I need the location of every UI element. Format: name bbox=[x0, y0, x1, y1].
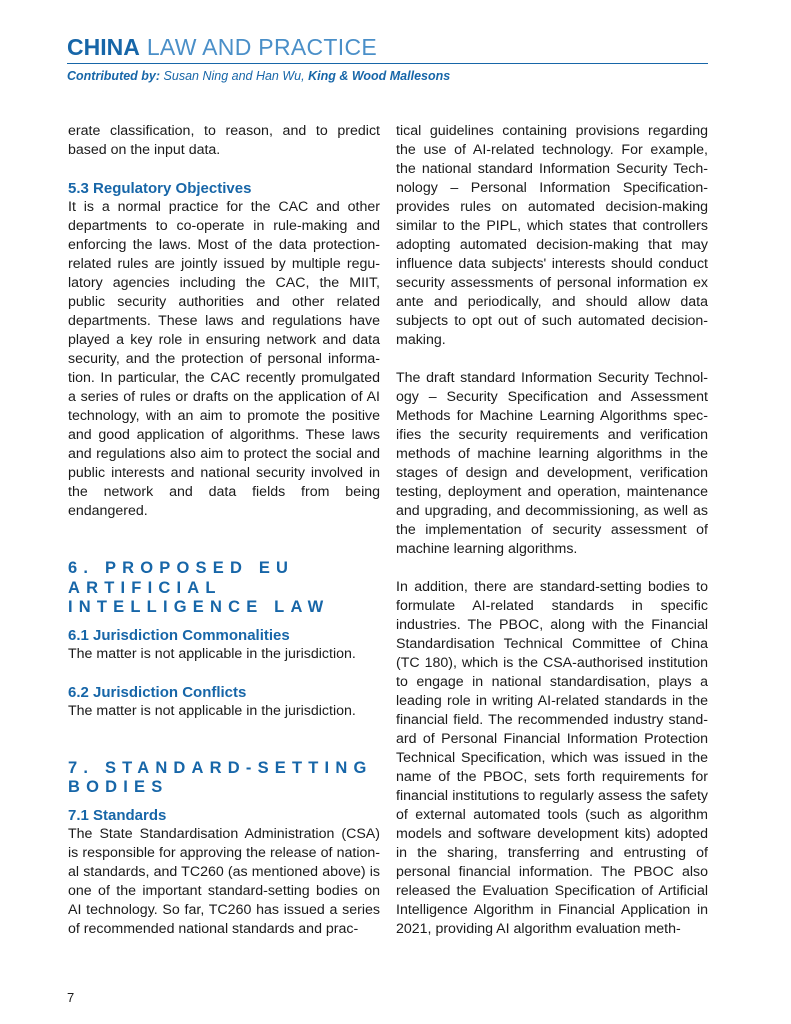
page-number: 7 bbox=[67, 990, 75, 1005]
heading-section-6: 6. PROPOSED EU ARTIFICIAL INTELLIGENCE LAW bbox=[68, 559, 330, 616]
left-column bbox=[68, 122, 380, 939]
heading-6-1: 6.1 Jurisdiction Commonalities bbox=[68, 626, 290, 644]
contributed-label: Contributed by: bbox=[67, 69, 161, 83]
running-title bbox=[67, 34, 708, 60]
heading-7-1: 7.1 Standards bbox=[68, 806, 167, 824]
heading-5-3: 5.3 Regulatory Objectives bbox=[68, 180, 252, 197]
header-divider bbox=[67, 63, 708, 64]
paragraph-5-3: It is a normal practice for the CAC and other departments to co-operate in rule-making and enforcing the laws. Most of the data protection-related rules are jointly issued by multiple regulatory agencies including the CAC, the MIIT, public security authorities and other related departments. These laws and regulations have played a key role in ensuring network and data security, and the protection of personal information. In particular, the CAC recently promulgated a series of rules or drafts on the application of AI technology, with an aim to promote the positive and good application of algorithms. These laws and regulations also aim to protect the social and public interests and national security involved in the network and data fields from being endangered. bbox=[68, 199, 380, 519]
page-header bbox=[67, 34, 708, 83]
heading-6-2: 6.2 Jurisdiction Conflicts bbox=[68, 683, 247, 701]
paragraph-7-1: The State Standardisation Administration (CSA) is responsible for approving the release of national standards, and TC260 (as mentioned above) is one of the important standard-setting bodies on AI technology. So far, TC260 has issued a series of recommended national standards and prac- bbox=[68, 825, 380, 937]
firm-name: King & Wood Mallesons bbox=[308, 69, 451, 83]
intro-paragraph: erate classification, to reason, and to predict based on the input data. bbox=[68, 123, 380, 158]
paragraph-6-2: The matter is not applicable in the jurisdiction. bbox=[68, 702, 356, 719]
title-subtitle: LAW AND PRACTICE bbox=[146, 34, 377, 60]
right-paragraph-2: The draft standard Information Security Technology – Security Specification and Assessment Methods for Machine Learning Algorithms specifies the security requirements and verification methods of machine learning algorithms in the stages of design and development, verification testing, deployment and operation, maintenance and upgrading, and decommissioning, as well as the implementation of security assessment of machine learning algorithms. bbox=[396, 370, 708, 557]
paragraph-6-1: The matter is not applicable in the jurisdiction. bbox=[68, 645, 356, 662]
heading-section-7: 7. STANDARD-SETTING BODIES bbox=[68, 758, 373, 796]
right-paragraph-1: tical guidelines containing provisions regarding the use of AI-related technology. For example, the national standard Information Security Technology – Personal Information Specification-provides rules on automated decision-making similar to the PIPL, which states that controllers adopting automated decision-making that may influence data subjects' interests should conduct security assessments of personal information ex ante and periodically, and should allow data subjects to opt out of such automated decision-making. bbox=[396, 123, 708, 348]
contributor-line bbox=[67, 69, 708, 83]
contributor-names: Susan Ning and Han Wu, bbox=[163, 69, 305, 83]
right-column bbox=[396, 122, 708, 939]
right-paragraph-3: In addition, there are standard-setting bodies to formulate AI-related standards in specific industries. The PBOC, along with the Financial Standardisation Technical Committee of China (TC 180), which is the CSA-authorised institution to engage in national standardisation, plays a leading role in writing AI-related standards in the financial field. The recommended industry standard of Personal Financial Information Protection Technical Specification, which was issued in the name of the PBOC, sets forth requirements for financial institutions to regularly assess the safety of external automated tools (such as algorithm models and software development kits) adopted in the sharing, transferring and entrusting of personal financial information. The PBOC also released the Evaluation Specification of Artificial Intelligence Algorithm in Financial Application in 2021, providing AI algorithm evaluation meth- bbox=[396, 579, 708, 937]
title-country: CHINA bbox=[67, 34, 140, 60]
